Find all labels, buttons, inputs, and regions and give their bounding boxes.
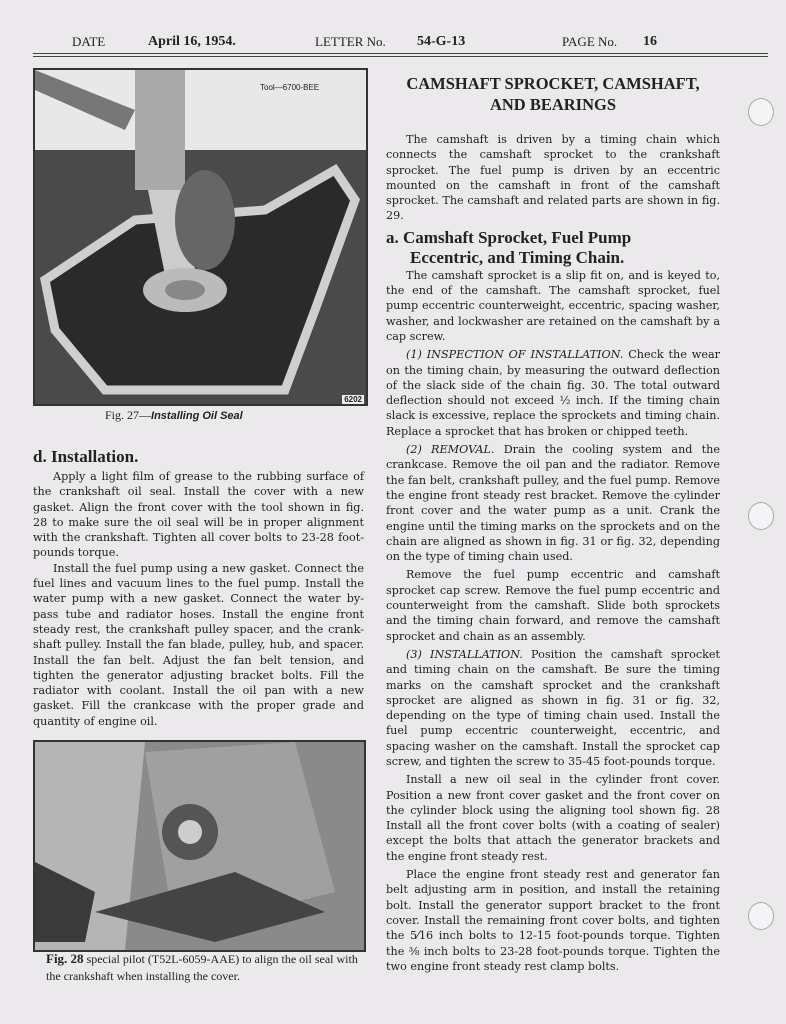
install-label: (3) INSTALLATION. [406, 647, 523, 661]
install-text: Position the camshaft sprocket and timing chain on the camshaft. Be sure the timing marks on the camshaft sprocket and the crankshaft sprocket are aligned as shown in fig. 31 or fig. 32, depending on the type of timing chain used. Install the fuel pump eccentric counterweight, eccentric, and spacing washer on the camshaft. Install the sprocket cap screw, and tighten the screw to 35-45 foot-pounds torque. [386, 647, 720, 768]
removal-label: (2) REMOVAL. [406, 443, 495, 457]
installation-paragraph: Apply a light film of grease to the rubbing surface of the crankshaft oil seal. Install the cover with a new gasket. Align the front cover with the tool shown in fig. 28 to make sure the oil seal will be in proper alignment with the crankshaft. Tighten all cover bolts to 23-28 foot-pounds torque. [33, 470, 364, 560]
installation-section [33, 447, 364, 729]
binder-hole [748, 502, 774, 530]
section-title [386, 73, 720, 115]
removal-text: Drain the cooling system and the crankcase. Remove the oil pan and the radiator. Remove the fan belt, crankshaft pulley, and the fuel pump. Remove the engine front steady rest bracket. Remove the cylinder front cover and the water pump as a unit. Crank the engine until the timing marks on the sprockets and on the chain are aligned as shown in fig. 31 or fig. 32, depending on the type of timing chain used. [386, 443, 720, 564]
front-cover-paragraph: Install a new oil seal in the cylinder front cover. Position a new front cover gasket and the front cover on the cylinder block using the aligning tool shown fig. 28 Install all the front cover bolts (with a coating of sealer) except the bolts that attach the generator brackets and the engine front steady rest. [386, 773, 720, 863]
header-rule-2 [33, 56, 768, 57]
page-label: PAGE No. [562, 34, 618, 49]
header-rule [33, 53, 768, 54]
subsection-heading [386, 228, 720, 268]
fig28-caption-text: special pilot (T52L-6059-AAE) to align the oil seal with the crankshaft when installing the cover. [46, 952, 358, 983]
subsection-heading-line2: Eccentric, and Timing Chain. [410, 247, 625, 267]
inspection-paragraph [386, 347, 720, 439]
intro-paragraph: The camshaft is driven by a timing chain which connects the camshaft sprocket to the crankshaft sprocket. The fuel pump is driven by an eccentric mounted on the camshaft in front of the camshaft sprocket. The camshaft and related parts are shown in fig. 29. [386, 133, 720, 223]
inspection-text: Check the wear on the timing chain, by measuring the outward deflection of the slack side of the chain fig. 30. The total outward deflection should not exceed ½ inch. If the timing chain slack is excessive, replace the sprockets and timing chain. Replace a sprocket that has broken or chipped teeth. [386, 348, 721, 438]
sprocket-paragraph: The camshaft sprocket is a slip fit on, and is keyed to, the end of the camshaft. The camshaft sprocket, fuel pump eccentric counterweight, eccentric, spacing washer, washer, and lockwasher are retained on the camshaft by a cap screw. [386, 268, 720, 343]
tool-callout: Tool—6700-BEE [260, 83, 320, 92]
oil-seal-install-illustration [35, 70, 366, 404]
fig28-photo [33, 740, 366, 952]
section-title-line1: CAMSHAFT SPROCKET, CAMSHAFT, [406, 74, 700, 93]
subsection-heading-line1: a. Camshaft Sprocket, Fuel Pump [386, 227, 632, 247]
fig27-photo [33, 68, 368, 406]
letter-header [0, 34, 786, 54]
inspection-label: (1) INSPECTION OF INSTALLATION. [406, 348, 624, 362]
letter-number: 54-G-13 [417, 34, 466, 49]
letter-label: LETTER No. [315, 34, 386, 49]
fig28-caption [46, 950, 366, 985]
section-title-line2: AND BEARINGS [489, 95, 617, 114]
binder-hole [748, 902, 774, 930]
fig27-caption-text: Installing Oil Seal [151, 410, 243, 422]
photo-number: 6202 [344, 395, 362, 404]
installation-step-paragraph [386, 647, 720, 769]
installation-heading: d. Installation. [33, 447, 139, 466]
removal-paragraph-2: Remove the fuel pump eccentric and camshaft sprocket cap screw. Remove the fuel pump eccentric and counterweight from the camshaft. Slide both sprockets and the timing chain forward, and remove the camshaft sprocket and chain as an assembly. [386, 568, 720, 643]
fig27-caption-prefix: Fig. 27— [105, 408, 152, 422]
installation-paragraph: Install the fuel pump using a new gasket. Connect the fuel lines and vacuum lines to the fuel pump. Install the water pump with a new gasket. Connect the water by-pass tube and radiator hoses. Install the engine front steady rest, the crankshaft pulley spacer, and the crank-shaft pulley. Install the fan blade, pulley, hub, and spacer. Install the fan belt. Adjust the fan belt tension, and tighten the generator adjusting bracket bolts. Fill the radiator with coolant. Install the oil pan with a new gasket. Fill the crankcase with the proper grade and quantity of engine oil. [33, 561, 364, 728]
front-cover-pilot-illustration [35, 742, 364, 950]
fig28-caption-prefix: Fig. 28 [46, 951, 84, 966]
fig27-caption [105, 408, 243, 423]
binder-hole [748, 98, 774, 126]
camshaft-section [386, 73, 720, 974]
page-number: 16 [643, 34, 657, 49]
removal-paragraph [386, 442, 720, 564]
date-value: April 16, 1954. [148, 34, 236, 49]
steady-rest-paragraph: Place the engine front steady rest and generator fan belt adjusting arm in position, and install the retaining bolt. Install the generator support bracket to the front cover. Install the remaining front cover bolts, and tighten the 5⁄16 inch bolts to 12-15 foot-pounds torque. Tighten the ⅜ inch bolts to 23-28 foot-pounds torque. Tighten the two engine front steady rest clamp bolts. [386, 868, 720, 973]
date-label: DATE [72, 34, 106, 49]
